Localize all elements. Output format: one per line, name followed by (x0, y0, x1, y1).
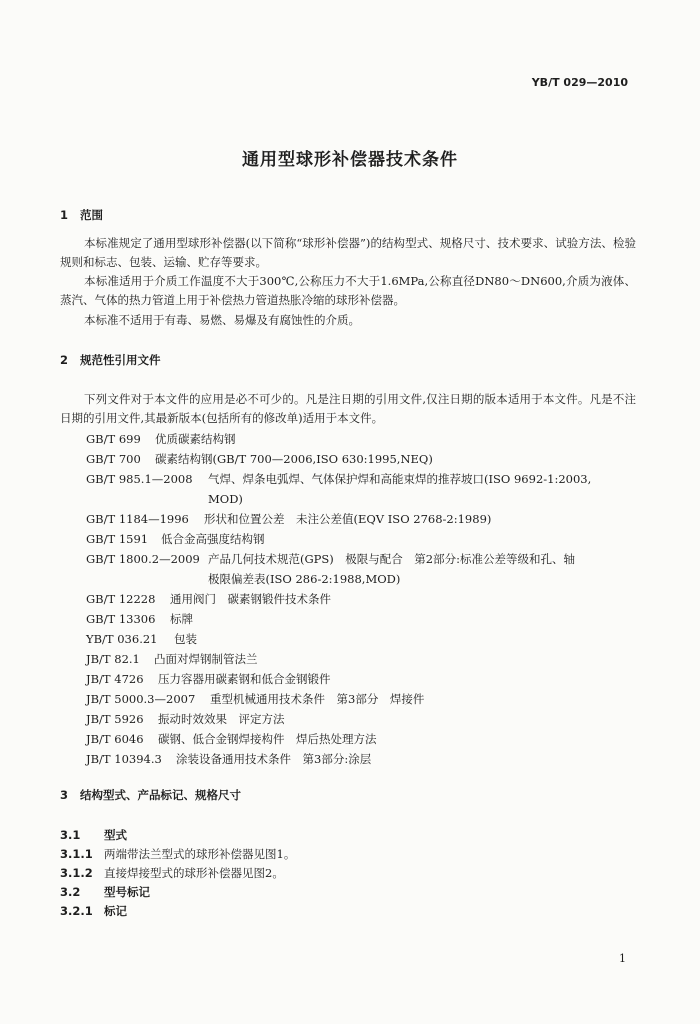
reference-item (86, 629, 197, 649)
reference-code: GB/T 1591 (86, 532, 149, 546)
section-title: 规范性引用文件 (80, 353, 161, 367)
subclause (60, 865, 284, 881)
subclause (60, 827, 127, 843)
page-number: 1 (619, 952, 626, 965)
reference-title: 低合金高强度结构钢 (161, 532, 265, 546)
reference-title: 压力容器用碳素钢和低合金钢锻件 (158, 672, 331, 686)
section-number: 1 (60, 208, 69, 222)
reference-title-continued: MOD) (208, 492, 243, 506)
section-title: 结构型式、产品标记、规格尺寸 (80, 788, 241, 802)
subclause (60, 846, 295, 862)
section-1-heading (60, 207, 103, 223)
reference-item (86, 649, 258, 669)
section-2-intro: 下列文件对于本文件的应用是必不可少的。凡是注日期的引用文件,仅注日期的版本适用于本文件。凡是不注日期的引用文件,其最新版本(包括所有的修改单)适用于本文件。 (60, 392, 636, 425)
section-title: 范围 (80, 208, 103, 222)
reference-code: JB/T 10394.3 (86, 752, 162, 766)
reference-title: 重型机械通用技术条件 第3部分 焊接件 (210, 692, 425, 706)
reference-title: 通用阀门 碳素钢锻件技术条件 (170, 592, 331, 606)
reference-code: GB/T 985.1—2008 (86, 472, 193, 486)
section-1-paragraph-3: 本标准不适用于有毒、易燃、易爆及有腐蚀性的介质。 (84, 313, 360, 327)
reference-code: GB/T 12228 (86, 592, 156, 606)
reference-item (86, 529, 265, 549)
subclause (60, 903, 127, 919)
document-title: 通用型球形补偿器技术条件 (242, 150, 458, 170)
reference-title: 包装 (174, 632, 197, 646)
reference-item (86, 429, 236, 449)
reference-title: 优质碳素结构钢 (155, 432, 236, 446)
reference-title: 碳钢、低合金钢焊接构件 焊后热处理方法 (158, 732, 377, 746)
standard-number: YB/T 029—2010 (531, 76, 628, 89)
reference-item (86, 749, 371, 769)
reference-code: JB/T 4726 (86, 672, 144, 686)
reference-title: 气焊、焊条电弧焊、气体保护焊和高能束焊的推荐坡口(ISO 9692-1:2003, (208, 472, 592, 486)
subclause-number: 3.2.1 (60, 904, 93, 918)
reference-item (86, 729, 377, 749)
section-1-paragraph-1: 本标准规定了通用型球形补偿器(以下简称“球形补偿器”)的结构型式、规格尺寸、技术要求、试验方法、检验规则和标志、包装、运输、贮存等要求。 (60, 236, 636, 269)
reference-code: YB/T 036.21 (86, 632, 158, 646)
subclause-text: 两端带法兰型式的球形补偿器见图1。 (104, 847, 296, 861)
reference-item (86, 469, 591, 509)
reference-title: 凸面对焊钢制管法兰 (154, 652, 258, 666)
subclause-text: 直接焊接型式的球形补偿器见图2。 (104, 866, 284, 880)
subclause (60, 884, 150, 900)
reference-item (86, 669, 331, 689)
subclause-text: 型号标记 (104, 885, 150, 899)
reference-item (86, 549, 575, 589)
reference-code: GB/T 700 (86, 452, 141, 466)
reference-code: JB/T 5926 (86, 712, 144, 726)
subclause-text: 型式 (104, 828, 127, 842)
reference-title: 形状和位置公差 未注公差值(EQV ISO 2768-2:1989) (204, 512, 492, 526)
reference-title-continued: 极限偏差表(ISO 286-2:1988,MOD) (208, 572, 401, 586)
reference-title: 碳素结构钢(GB/T 700—2006,ISO 630:1995,NEQ) (155, 452, 433, 466)
reference-title: 产品几何技术规范(GPS) 极限与配合 第2部分:标准公差等级和孔、轴 (208, 552, 575, 566)
reference-code: GB/T 699 (86, 432, 141, 446)
section-number: 2 (60, 353, 69, 367)
subclause-number: 3.1.2 (60, 866, 93, 880)
reference-code: GB/T 13306 (86, 612, 156, 626)
subclause-number: 3.1 (60, 828, 81, 842)
reference-title: 标牌 (170, 612, 193, 626)
section-3-heading (60, 787, 241, 803)
reference-title: 涂装设备通用技术条件 第3部分:涂层 (176, 752, 372, 766)
section-number: 3 (60, 788, 69, 802)
reference-title: 振动时效效果 评定方法 (158, 712, 285, 726)
reference-item (86, 689, 424, 709)
reference-code: JB/T 82.1 (86, 652, 140, 666)
reference-code: JB/T 5000.3—2007 (86, 692, 196, 706)
reference-item (86, 609, 193, 629)
reference-item (86, 449, 433, 469)
reference-item (86, 589, 331, 609)
subclause-text: 标记 (104, 904, 127, 918)
reference-item (86, 709, 285, 729)
reference-code: GB/T 1800.2—2009 (86, 552, 200, 566)
section-1-paragraph-2: 本标准适用于介质工作温度不大于300℃,公称压力不大于1.6MPa,公称直径DN80～DN600,介质为液体、蒸汽、气体的热力管道上用于补偿热力管道热胀冷缩的球形补偿器。 (60, 274, 636, 307)
reference-code: GB/T 1184—1996 (86, 512, 189, 526)
reference-code: JB/T 6046 (86, 732, 144, 746)
subclause-number: 3.1.1 (60, 847, 93, 861)
subclause-number: 3.2 (60, 885, 81, 899)
section-2-heading (60, 352, 161, 368)
reference-item (86, 509, 491, 529)
